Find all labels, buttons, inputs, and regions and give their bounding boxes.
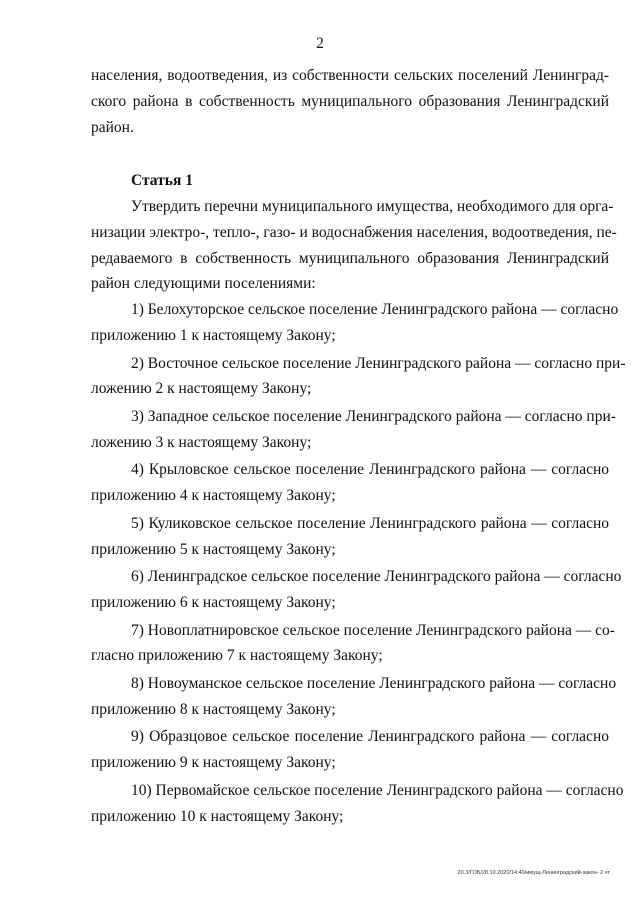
list-item-line: ложению 3 к настоящему Закону; — [91, 433, 312, 451]
list-item — [91, 671, 617, 723]
list-item-line: 7) Новоплатнировское сельское поселение Ленинградского района — со- — [131, 621, 615, 639]
text-line: Утвердить перечни муниципального имущества, необходимого для орга- — [131, 198, 614, 215]
page-number: 2 — [316, 35, 324, 52]
settlement-list — [91, 297, 626, 829]
list-item-line: 5) Куликовское сельское поселение Ленинградского района — согласно — [131, 514, 609, 532]
document-footer-code: 20.3/ГОБ/28.10.2020/14:40/имущ-Ленинградский-закон- 2 чт — [457, 870, 610, 876]
list-item-line: приложению 6 к настоящему Закону; — [91, 593, 336, 611]
text-line: район следующими поселениями: — [91, 275, 316, 293]
text-line: ского района в собственность муниципального образования Ленинградский — [91, 92, 609, 110]
list-item — [91, 618, 615, 670]
list-item — [91, 457, 609, 509]
list-item-line: ложению 2 к настоящему Закону; — [91, 380, 312, 398]
list-item-line: приложению 8 к настоящему Закону; — [91, 700, 336, 718]
list-item — [91, 724, 609, 776]
list-item-line: 9) Образцовое сельское поселение Ленинградского района — согласно — [131, 728, 609, 746]
list-item — [91, 297, 619, 349]
list-item-line: 10) Первомайское сельское поселение Ленинградского района — согласно — [131, 781, 624, 799]
list-item-line: 2) Восточное сельское поселение Ленинградского района — согласно при- — [131, 354, 626, 372]
list-item-line: гласно приложению 7 к настоящему Закону; — [91, 647, 383, 665]
article-body — [91, 194, 626, 831]
article-intro-paragraph — [91, 194, 617, 297]
list-item-line: приложению 4 к настоящему Закону; — [91, 487, 336, 505]
list-item-line: 4) Крыловское сельское поселение Ленинградского района — согласно — [131, 461, 609, 479]
text-line: населения, водоотведения, из собственности сельских поселений Ленинград- — [91, 67, 609, 84]
list-item-line: 3) Западное сельское поселение Ленинградского района — согласно при- — [131, 407, 616, 425]
list-item — [91, 778, 624, 830]
list-item-line: 1) Белохуторское сельское поселение Ленинградского района — согласно — [131, 301, 619, 319]
text-line: низации электро-, тепло-, газо- и водоснабжения населения, водоотведения, пе- — [91, 223, 617, 241]
list-item-line: 8) Новоуманское сельское поселение Ленинградского района — согласно — [131, 674, 617, 692]
list-item-line: приложению 9 к настоящему Закону; — [91, 754, 336, 772]
list-item-line: 6) Ленинградское сельское поселение Ленинградского района — согласно — [131, 568, 622, 586]
text-line: район. — [91, 118, 134, 136]
list-item — [91, 404, 616, 456]
article-heading: Статья 1 — [131, 172, 193, 189]
list-item — [91, 511, 609, 563]
intro-paragraph — [91, 63, 609, 140]
list-item — [91, 564, 622, 616]
list-item-line: приложению 10 к настоящему Закону; — [91, 807, 344, 825]
list-item-line: приложению 1 к настоящему Закону; — [91, 326, 336, 344]
text-line: редаваемого в собственность муниципального образования Ленинградский — [91, 249, 609, 267]
list-item — [91, 351, 626, 403]
list-item-line: приложению 5 к настоящему Закону; — [91, 540, 336, 558]
